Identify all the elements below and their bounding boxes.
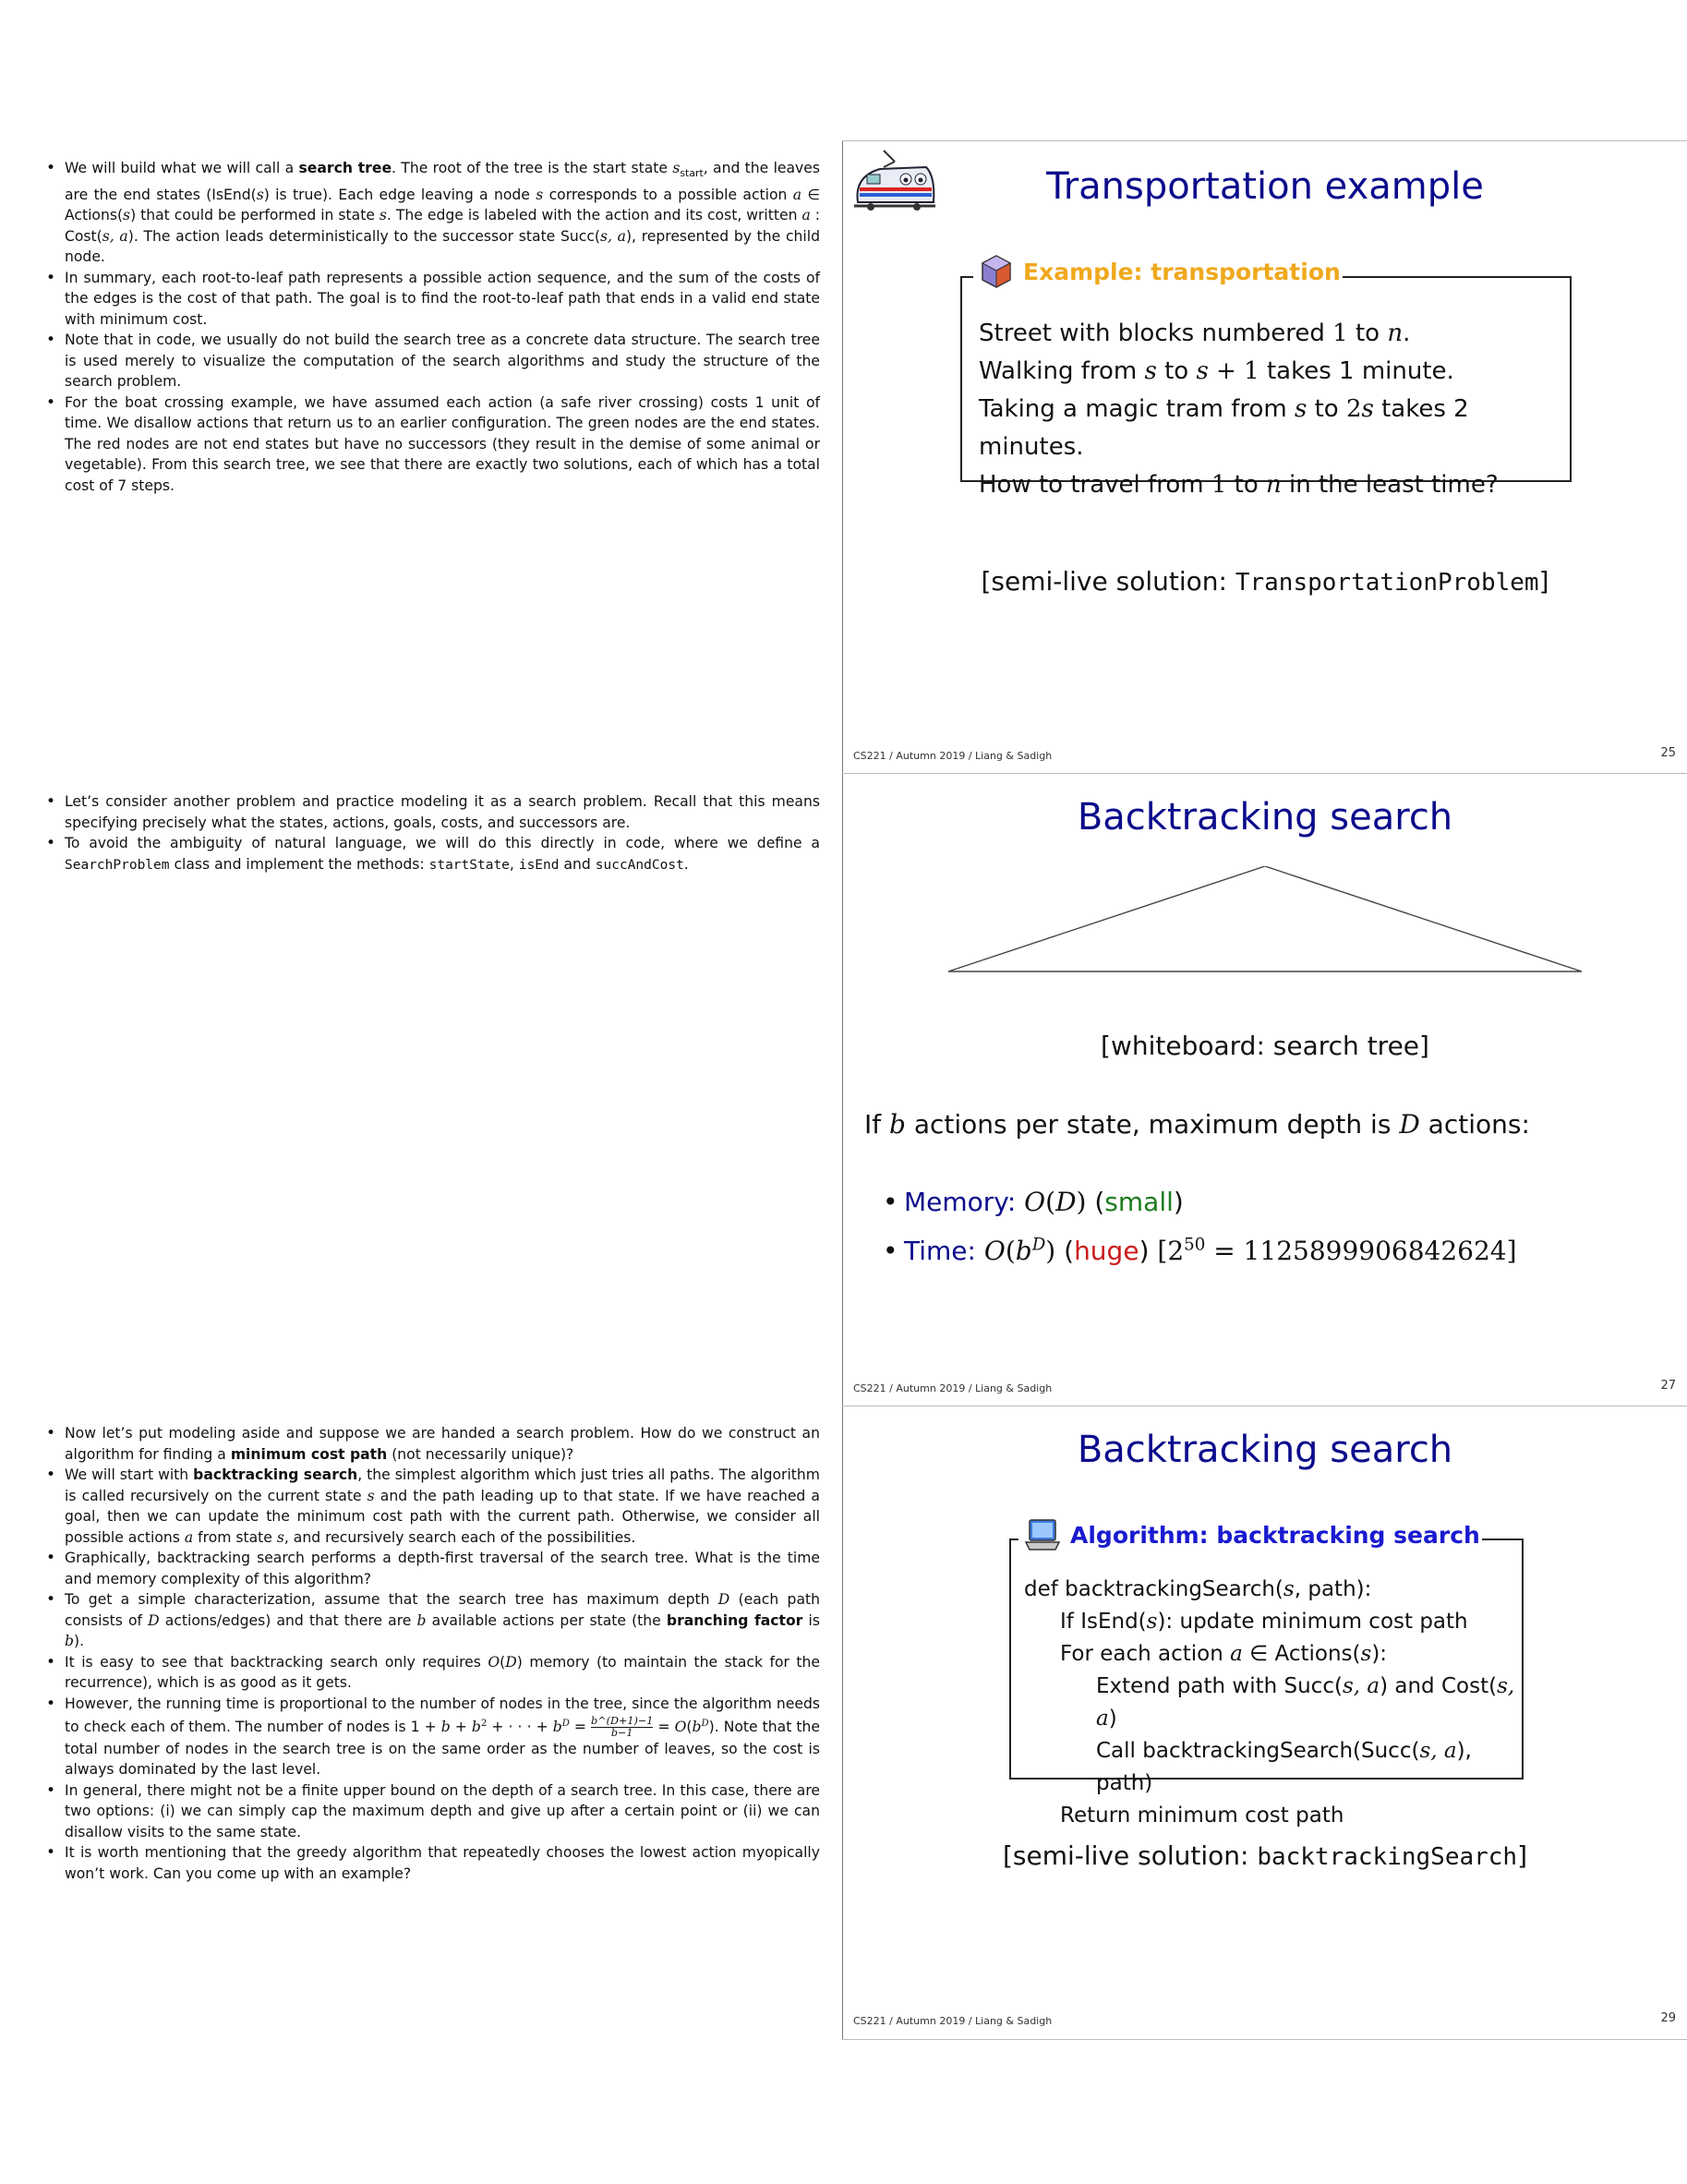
- slide-footer: CS221 / Autumn 2019 / Liang & Sadigh: [853, 750, 1053, 762]
- list-item: • We will build what we will call a search tree. The root of the tree is the start state $s_{start}$, and the leaves are the end states (IsEnd(s) is true). Each edge leaving a node s corresponds to a possible action a ∈ Actions(s) that could be performed in state s. The edge is labeled with the action and its cost, written a : Cost(s, a). The action leads deterministically to the successor state Succ(s, a), represented by the child node.: [65, 158, 820, 268]
- example-box-title: Example: transportation: [1023, 258, 1341, 285]
- slide-footer: CS221 / Autumn 2019 / Liang & Sadigh: [853, 2015, 1053, 2027]
- list-item: • Now let’s put modeling aside and suppose we are handed a search problem. How do we construct an algorithm for finding a minimum cost path (not necessarily unique)?: [65, 1423, 820, 1465]
- example-box: [960, 258, 1572, 499]
- algorithm-code: [1024, 1574, 1522, 1832]
- page-number: 25: [1660, 746, 1676, 760]
- list-item: • Graphically, backtracking search performs a depth-first traversal of the search tree. What is the time and memory complexity of this algorithm?: [65, 1548, 820, 1589]
- notes-block-2: [44, 791, 820, 875]
- list-item: • To avoid the ambiguity of natural language, we will do this directly in code, where we define a SearchProblem class and implement the methods: startState, isEnd and succAndCost.: [65, 833, 820, 875]
- list-item: • It is easy to see that backtracking search only requires O(D) memory (to maintain the stack for the recurrence), which is as good as it gets.: [65, 1652, 820, 1694]
- slide-title: Backtracking search: [1077, 796, 1453, 839]
- code-line: Call backtrackingSearch(Succ(s, a), path): [1096, 1739, 1472, 1795]
- slide-footer: CS221 / Autumn 2019 / Liang & Sadigh: [853, 1382, 1053, 1394]
- list-item: • Let’s consider another problem and practice modeling it as a search problem. Recall that this means specifying precisely what the states, actions, goals, costs, and successors are.: [65, 791, 820, 833]
- code-line: def backtrackingSearch(s, path):: [1024, 1577, 1372, 1601]
- slide-title: Backtracking search: [1077, 1429, 1453, 1471]
- box-line: Taking a magic tram from s to 2s takes 2 minutes.: [979, 395, 1469, 461]
- page-number: 29: [1660, 2011, 1676, 2025]
- complexity-intro: If b actions per state, maximum depth is D actions:: [864, 1109, 1530, 1140]
- list-item: • It is worth mentioning that the greedy algorithm that repeatedly chooses the lowest action myopically won’t work. Can you come up with an example?: [65, 1842, 820, 1884]
- list-item: • To get a simple characterization, assume that the search tree has maximum depth D (each path consists of D actions/edges) and that there are b available actions per state (the branching factor is b).: [65, 1589, 820, 1652]
- semi-live-solution: [semi-live solution: TransportationProblem]: [981, 566, 1549, 597]
- slide-transportation: [843, 141, 1687, 773]
- divider-bottom: [842, 2039, 1687, 2040]
- laptop-icon: [1024, 1518, 1061, 1551]
- code-line: For each action a ∈ Actions(s):: [1060, 1642, 1388, 1666]
- code-line: Extend path with Succ(s, a) and Cost(s, a): [1096, 1674, 1515, 1731]
- code-line: Return minimum cost path: [1060, 1804, 1344, 1828]
- list-item: • In general, there might not be a finite upper bound on the depth of a search tree. In this case, there are two options: (i) we can simply cap the maximum depth and give up after a certain point or (ii) we can disallow visits to the same state.: [65, 1780, 820, 1843]
- solution-code: backtrackingSearch: [1257, 1843, 1518, 1871]
- search-tree-triangle: [843, 866, 1687, 1014]
- list-item: • However, the running time is proportional to the number of nodes in the tree, since the algorithm needs to check each of them. The number of nodes is $1 + b + b^2$ + · · · + $b^D$ = $\frac{b\^{}(D+1)-1}{b-1}$ = $O(b^D)$. Note that the total number of nodes in the search tree is on the same order as the number of leaves, so the cost is always dominated by the last level.: [65, 1694, 820, 1780]
- box-line: Street with blocks numbered 1 to n.: [979, 320, 1411, 347]
- memory-bullet: • Memory: O(D) (small): [883, 1187, 1184, 1217]
- slide-backtracking-algorithm: [843, 1406, 1687, 2038]
- notes-list-1: [44, 158, 820, 496]
- list-item: • For the boat crossing example, we have assumed each action (a safe river crossing) costs 1 unit of time. We disallow actions that return us to an earlier configuration. The green nodes are the end states. The red nodes are not end states but have no successors (they result in the demise of some animal or vegetable). From this search tree, we see that there are exactly two solutions, each of which has a total cost of 7 steps.: [65, 392, 820, 497]
- notes-block-3: [44, 1423, 820, 1884]
- dice-icon: [979, 254, 1014, 289]
- slide-title: Transportation example: [1046, 165, 1484, 208]
- box-line: Walking from s to s + 1 takes 1 minute.: [979, 357, 1454, 385]
- solution-code: TransportationProblem: [1235, 569, 1539, 597]
- algorithm-box-title: Algorithm: backtracking search: [1070, 1521, 1480, 1549]
- algorithm-box-header: [1018, 1518, 1482, 1551]
- box-line: How to travel from 1 to n in the least time?: [979, 471, 1499, 499]
- page-number: 27: [1660, 1379, 1676, 1393]
- notes-list-3: [44, 1423, 820, 1884]
- list-item: • In summary, each root-to-leaf path represents a possible action sequence, and the sum of the costs of the edges is the cost of that path. The goal is to find the root-to-leaf path that ends in a valid end state with minimum cost.: [65, 268, 820, 331]
- example-box-body: [979, 315, 1570, 504]
- notes-block-1: [44, 158, 820, 496]
- code-line: If IsEnd(s): update minimum cost path: [1060, 1610, 1468, 1634]
- list-item: • We will start with backtracking search, the simplest algorithm which just tries all paths. The algorithm is called recursively on the current state s and the path leading up to that state. If we have reached a goal, then we can update the minimum cost path with the current path. Otherwise, we consider all possible actions a from state s, and recursively search each of the possibilities.: [65, 1465, 820, 1548]
- time-bullet: • Time: $O(b^D)$ (huge) $[2^{50} = 1125899906842624]$: [883, 1236, 1517, 1267]
- slide-backtracking-tree: [843, 774, 1687, 1406]
- whiteboard-note: [whiteboard: search tree]: [1101, 1031, 1429, 1061]
- semi-live-solution: [semi-live solution: backtrackingSearch]: [1002, 1840, 1528, 1871]
- list-item: • Note that in code, we usually do not build the search tree as a concrete data structure. The search tree is used merely to visualize the computation of the search algorithms and study the structure of the search problem.: [65, 330, 820, 392]
- example-box-header: [973, 254, 1343, 289]
- notes-list-2: [44, 791, 820, 875]
- algorithm-box: [1009, 1521, 1524, 1828]
